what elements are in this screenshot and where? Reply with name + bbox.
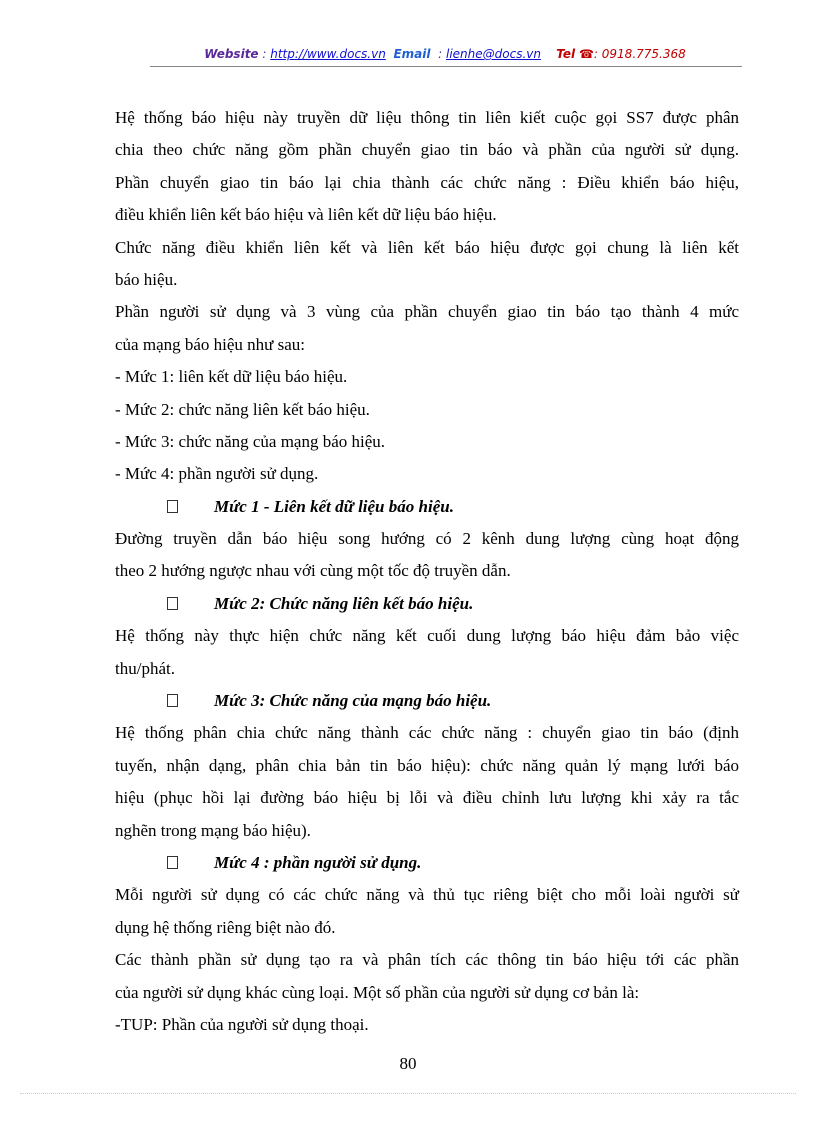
text-line <box>115 784 739 816</box>
website-link[interactable]: http://www.docs.vn <box>270 47 386 61</box>
section-heading <box>115 849 739 881</box>
email-link[interactable]: lienhe@docs.vn <box>446 47 541 61</box>
text-line <box>115 136 739 168</box>
line-text: theo 2 hướng ngược nhau với cùng một tốc độ truyền dẫn. <box>115 561 511 581</box>
line-text: Mức 2: Chức năng liên kết báo hiệu. <box>214 593 474 613</box>
text-line <box>115 817 739 849</box>
line-text: Mức 3: Chức năng của mạng báo hiệu. <box>214 691 492 711</box>
text-line <box>115 752 739 784</box>
bullet-box-icon <box>167 597 178 610</box>
line-text: dụng hệ thống riêng biệt nào đó. <box>115 917 336 937</box>
email-label: Email <box>393 47 431 61</box>
page-number: 80 <box>399 1054 417 1073</box>
line-text: - Mức 4: phần người sử dụng. <box>115 464 319 484</box>
text-line <box>115 266 739 298</box>
document-body <box>115 104 739 1043</box>
text-line <box>115 234 739 266</box>
bullet-box-icon <box>167 500 178 513</box>
text-line <box>115 1011 739 1043</box>
line-text: Chức năng điều khiển liên kết và liên kết báo hiệu được gọi chung là liên kết <box>115 237 739 257</box>
text-line <box>115 979 739 1011</box>
text-line <box>115 557 739 589</box>
bullet-box-icon <box>167 856 178 869</box>
text-line <box>115 881 739 913</box>
text-line <box>115 169 739 201</box>
tel-number: 0918.775.368 <box>601 47 686 61</box>
text-line <box>115 719 739 751</box>
line-text: chia theo chức năng gồm phần chuyển giao tin báo và phần của người sử dụng. <box>115 140 739 160</box>
line-text: điều khiển liên kết báo hiệu và liên kết dữ liệu báo hiệu. <box>115 205 497 225</box>
text-line <box>115 331 739 363</box>
section-heading <box>115 687 739 719</box>
footer-rule <box>20 1093 796 1094</box>
text-line <box>115 363 739 395</box>
line-text: - Mức 1: liên kết dữ liệu báo hiệu. <box>115 367 348 387</box>
line-text: Đường truyền dẫn báo hiệu song hướng có 2 kênh dung lượng cùng hoạt động <box>115 529 739 549</box>
line-text: nghẽn trong mạng báo hiệu). <box>115 820 311 840</box>
line-text: Hệ thống phân chia chức năng thành các chức năng : chuyển giao tin báo (định <box>115 723 739 743</box>
section-heading <box>115 590 739 622</box>
line-text: Phần người sử dụng và 3 vùng của phần chuyển giao tin báo tạo thành 4 mức <box>115 302 739 322</box>
line-text: Hệ thống này thực hiện chức năng kết cuối dung lượng báo hiệu đảm bảo việc <box>115 626 739 646</box>
text-line <box>115 946 739 978</box>
line-text: Hệ thống báo hiệu này truyền dữ liệu thông tin liên kiết cuộc gọi SS7 được phân <box>115 108 739 127</box>
line-text: của mạng báo hiệu như sau: <box>115 334 306 354</box>
section-heading <box>115 493 739 525</box>
line-text: Mỗi người sử dụng có các chức năng và thủ tục riêng biệt cho mỗi loài người sử <box>115 885 739 905</box>
text-line <box>115 201 739 233</box>
line-text: hiệu (phục hồi lại đường báo hiệu bị lỗi và điều chỉnh lưu lượng khi xảy ra tắc <box>115 788 739 808</box>
text-line <box>115 622 739 654</box>
website-label: Website <box>204 47 259 61</box>
text-line <box>115 298 739 330</box>
text-line <box>115 460 739 492</box>
text-line <box>115 104 739 136</box>
line-text: - Mức 3: chức năng của mạng báo hiệu. <box>115 431 386 451</box>
text-line <box>115 525 739 557</box>
line-text: Phần chuyển giao tin báo lại chia thành các chức năng : Điều khiển báo hiệu, <box>115 172 739 192</box>
line-text: thu/phát. <box>115 658 175 678</box>
line-text: Mức 4 : phần người sử dụng. <box>214 852 422 872</box>
line-text: - Mức 2: chức năng liên kết báo hiệu. <box>115 399 370 419</box>
line-text: của người sử dụng khác cùng loại. Một số phần của người sử dụng cơ bản là: <box>115 982 640 1002</box>
text-line <box>115 428 739 460</box>
line-text: tuyến, nhận dạng, phân chia bản tin báo hiệu): chức năng quản lý mạng lưới báo <box>115 755 739 775</box>
phone-icon: ☎ <box>578 47 594 61</box>
text-line <box>115 914 739 946</box>
bullet-box-icon <box>167 694 178 707</box>
header-rule <box>150 66 742 67</box>
line-text: báo hiệu. <box>115 269 178 289</box>
line-text: Các thành phần sử dụng tạo ra và phân tích các thông tin báo hiệu tới các phần <box>115 950 739 970</box>
line-text: Mức 1 - Liên kết dữ liệu báo hiệu. <box>214 496 454 516</box>
text-line <box>115 396 739 428</box>
page-header: Website : http://www.docs.vn Email : lienhe@docs.vn Tel ☎: 0918.775.368 <box>204 47 686 61</box>
tel-label: Tel <box>556 47 576 61</box>
line-text: -TUP: Phần của người sử dụng thoại. <box>115 1014 369 1034</box>
text-line <box>115 655 739 687</box>
